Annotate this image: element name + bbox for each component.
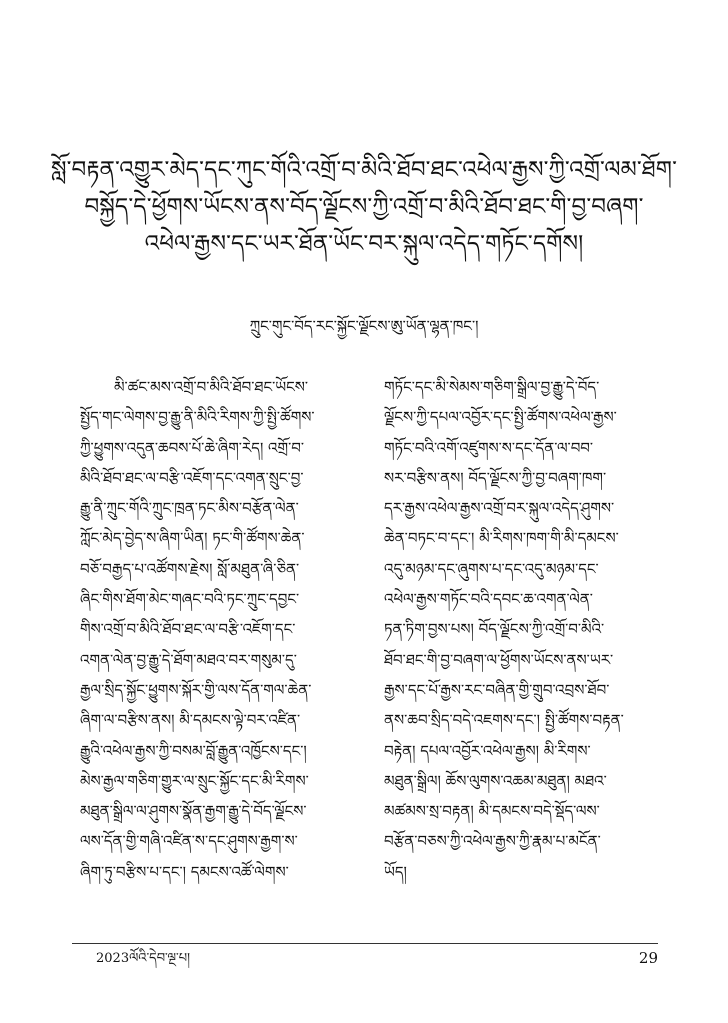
text-line: འཕེལ་རྒྱས་གཏོང་བའི་དབང་ཆ་འགན་ལེན་	[384, 590, 593, 609]
text-line: ལས་དོན་གྱི་གཞི་འཛིན་ས་དང་ཤུགས་རྒྱག་ས་	[80, 832, 298, 851]
title-line: བསྐྱོད་དེ་ཕྱོགས་ཡོངས་ནས་བོད་ལྗོངས་ཀྱི་འགྲོ་བ་མིའི་ཐོབ་ཐང་གི་བྱ་བཞག་	[84, 194, 644, 220]
text-line: ནས་ཆབ་སྲིད་བདེ་འཇགས་དང་། སྤྱི་ཚོགས་བརྟན་	[384, 711, 624, 730]
text-line: གིས་འགྲོ་བ་མིའི་ཐོབ་ཐང་ལ་བརྩི་འཇོག་དང་	[80, 620, 296, 639]
text-line: ཐོབ་ཐང་གི་བྱ་བཞག་ལ་ཕྱོགས་ཡོངས་ནས་ཡར་	[384, 650, 614, 669]
body-column-right	[384, 372, 652, 887]
text-line: རྒྱས་དང་པོ་རྒྱས་རང་བཞིན་གྱི་གྲུབ་འབྲས་ཐོབ་	[384, 680, 610, 699]
page-number: 29	[638, 949, 658, 967]
text-line: སྤྱོད་གང་ལེགས་བྱ་རྒྱུ་ནི་མིའི་རིགས་ཀྱི་སྤྱི་ཚོགས་	[80, 408, 315, 427]
text-line: རྒྱུའི་འཕེལ་རྒྱས་ཀྱི་བསམ་བློ་རྒྱུན་འཁྱོངས་དང་།	[80, 741, 307, 760]
text-line: ཏན་ཏིག་བྱས་པས། བོད་ལྗོངས་ཀྱི་འགྲོ་བ་མིའི་	[384, 620, 605, 639]
text-line: བཅོ་བརྒྱད་པ་འཚོགས་རྗེས། སློ་མཐུན་ཞི་ཅིན་	[80, 559, 300, 578]
text-line: མེས་རྒྱལ་གཅིག་གྱུར་ལ་སྲུང་སྐྱོང་དང་མི་རིགས་	[80, 771, 309, 790]
text-line: ཞིག་ལ་བརྩིས་ནས། མི་དམངས་ལྟེ་བར་འཛིན་	[80, 711, 301, 730]
title-line: འཕེལ་རྒྱས་དང་ཡར་ཐོན་ཡོང་བར་སྐུལ་འདེད་གཏོང་དགོས།	[144, 231, 584, 257]
text-line: གཏོང་དང་མི་སེམས་གཅིག་སྒྲིལ་བྱ་རྒྱུ་དེ་བོད་	[384, 378, 600, 396]
text-line: མི་ཚང་མས་འགྲོ་བ་མིའི་ཐོབ་ཐང་ཡོངས་	[114, 378, 309, 396]
text-line: འདུ་མཉམ་དང་ཞུགས་པ་དང་འདུ་མཉམ་དང་	[384, 559, 599, 578]
article-title	[40, 152, 688, 263]
text-line: བརྩོན་བཅས་ཀྱི་འཕེལ་རྒྱས་ཀྱི་རྣམ་པ་མངོན་	[384, 832, 601, 851]
text-line: འགན་ལེན་བྱ་རྒྱུ་དེ་ཐོག་མཐའ་བར་གསུམ་དུ་	[80, 650, 297, 669]
text-line: རྒྱུ་ནི་ཀྲུང་གོའི་ཀྲུང་ཁྲན་ཏང་མིས་བརྩོན་ལེན་	[80, 499, 299, 518]
text-line: དར་རྒྱས་འཕེལ་རྒྱས་འགྲོ་བར་སྐུལ་འདེད་ཤུགས་	[384, 499, 615, 518]
text-line: ཀློང་མེད་བྱེད་ས་ཞིག་ཡིན། ཏང་གི་ཚོགས་ཆེན་	[80, 529, 305, 548]
text-line: ཆེན་བཏང་བ་དང་། མི་རིགས་ཁག་གི་མི་དམངས་	[384, 529, 619, 548]
body-column-left	[80, 372, 348, 887]
text-line: སར་བརྩིས་ནས། བོད་ལྗོངས་ཀྱི་བྱ་བཞག་ཁག་	[384, 468, 607, 487]
issue-label: 2023ལོའི་དེབ་ལྔ་པ།	[96, 951, 190, 966]
text-line: ཞིག་ཏུ་བརྩིས་པ་དང་། དམངས་འཚོ་ལེགས་	[80, 862, 289, 881]
text-line: ཡོད།	[384, 862, 407, 881]
text-line: མཐུན་སྒྲིལ་ལ་ཤུགས་སྣོན་རྒྱག་རྒྱུ་དེ་བོད་ལྗོངས་	[80, 802, 307, 821]
text-line: མིའི་ཐོབ་ཐང་ལ་བརྩི་འཇོག་དང་འགན་སྲུང་བྱ་	[80, 468, 304, 487]
text-line: མཐུན་སྒྲིལ། ཆོས་ལུགས་འཆམ་མཐུན། མཐའ་	[384, 771, 607, 790]
text-line: ལྗོངས་ཀྱི་དཔལ་འབྱོར་དང་སྤྱི་ཚོགས་འཕེལ་རྒྱས་	[384, 408, 617, 427]
text-line: ཀྱི་ཕྱུགས་འདུན་ཆབས་པོ་ཆེ་ཞིག་རེད། འགྲོ་བ་	[80, 438, 304, 457]
text-line: བརྟེན། དཔལ་འབྱོར་འཕེལ་རྒྱས། མི་རིགས་	[384, 741, 591, 760]
text-line: རྒྱལ་སྲིད་སྐྱོང་ཕྱུགས་སྐོར་གྱི་ལས་དོན་གལ་ཆེན་	[80, 680, 312, 699]
text-line: མཚམས་སྲ་བརྟན། མི་དམངས་བདེ་སྡོད་ལས་	[384, 802, 600, 821]
footer-divider	[72, 943, 658, 944]
title-line: སློ་བརྟན་འགྱུར་མེད་དང་ཀུང་གོའི་འགྲོ་བ་མིའི་ཐོབ་ཐང་འཕེལ་རྒྱས་ཀྱི་འགྲོ་ལམ་ཐོག་	[50, 157, 677, 183]
author-byline: ཀྲུང་གུང་བོད་རང་སྐྱོང་ལྗོངས་ཨུ་ཡོན་ལྷན་ཁང་།	[249, 317, 479, 335]
text-line: ཞིང་གིས་ཐོག་མེང་གཞང་བའི་ཏང་ཀྲུང་དབྱང་	[80, 590, 300, 609]
text-line: གཏོང་བའི་འགོ་འཛུགས་ས་དང་དོན་ལ་བབ་	[384, 438, 594, 457]
